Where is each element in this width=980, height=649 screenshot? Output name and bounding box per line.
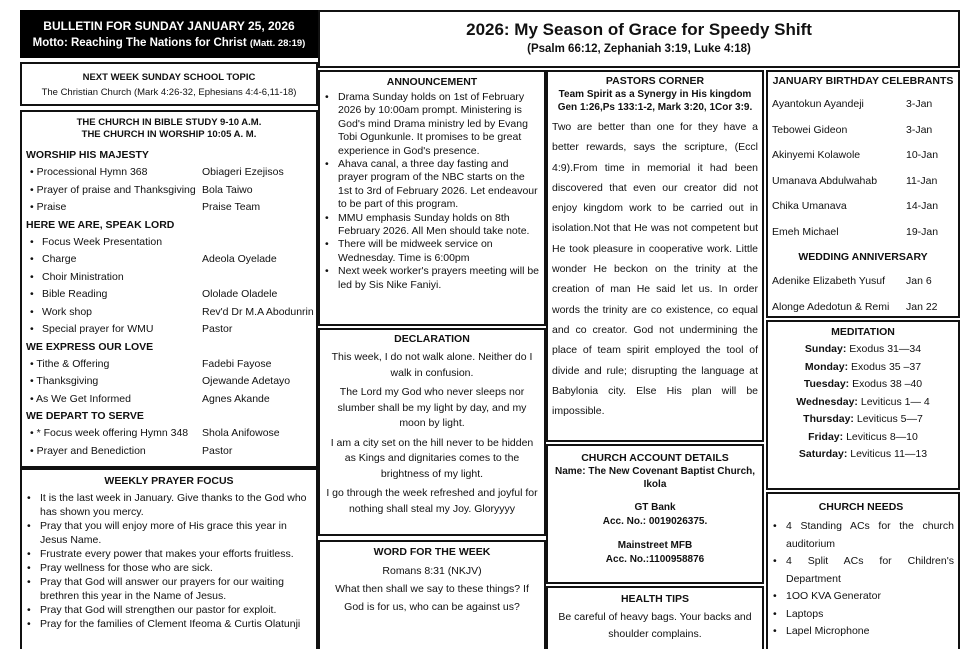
- church-needs-box: [766, 492, 960, 649]
- church-need-item: • 4 Split ACs for Children's Department: [768, 553, 954, 588]
- bullet-icon: •: [30, 392, 37, 405]
- service-item-label: As We Get Informed: [36, 392, 131, 405]
- theme-scripture: (Psalm 66:12, Zephaniah 3:19, Luke 4:18): [527, 43, 751, 55]
- service-item-person: Ololade Oladele: [202, 288, 278, 300]
- health-tips-heading: HEALTH TIPS: [620, 593, 690, 605]
- announcement-item: • Next week worker's prayers meeting will be led by Sis Nike Faniyi.: [320, 265, 540, 292]
- birthday-item: [772, 169, 954, 195]
- meditation-reading: Exodus 31—34: [849, 343, 922, 355]
- sunday-school-topic: The Christian Church (Mark 4:26-32, Ephesians 4:4-6,11-18): [41, 87, 297, 98]
- bulletin-header: [20, 10, 318, 58]
- declaration-text: [325, 350, 539, 517]
- service-item-person: Obiageri Ezejisos: [202, 166, 284, 178]
- meditation-item: [768, 376, 958, 394]
- announcement-item: • Ahava canal, a three day fasting and prayer program of the NBC starts on the 1st to 3rd of February 2026. Let endeavour to be part of this program.: [320, 158, 540, 212]
- service-item-label: * Focus week offering Hymn 348: [36, 427, 189, 439]
- birthday-item-date: 19-Jan: [906, 225, 939, 238]
- service-item: [22, 443, 316, 461]
- service-item-name: [22, 425, 202, 443]
- church-need-item: • Laptops: [768, 606, 954, 624]
- bullet-icon: •: [30, 444, 37, 457]
- meditation-day: Friday:: [808, 430, 844, 443]
- church-need-item: • Lapel Microphone: [768, 623, 954, 641]
- meditation-item: [768, 429, 958, 447]
- meditation-day: Saturday:: [798, 448, 848, 460]
- order-of-service: [20, 110, 318, 468]
- prayer-item: • Pray that you will enjoy more of His grace this year in Jesus Name.: [22, 519, 312, 547]
- word-week-heading: WORD FOR THE WEEK: [373, 546, 491, 558]
- church-need-item: • 1OO KVA Generator: [768, 588, 954, 606]
- bullet-icon: •: [30, 323, 34, 335]
- birthday-item: [772, 194, 954, 220]
- meditation-day: Sunday:: [804, 343, 847, 355]
- birthday-item-date: 3-Jan: [906, 98, 933, 110]
- prayer-list: [22, 491, 316, 631]
- declaration-box: [318, 328, 546, 536]
- weekly-prayer-heading: WEEKLY PRAYER FOCUS: [104, 475, 234, 487]
- service-item-label: Bible Reading: [42, 288, 108, 300]
- health-tips-text: Be careful of heavy bags. Your backs and shoulder complains.: [558, 611, 752, 640]
- account-name: Name: The New Covenant Baptist Church, Ikola: [554, 466, 756, 490]
- birthday-item: [772, 92, 954, 118]
- pastors-corner-body: Two are better than one for they have a better rewards, says the scripture, (Eccl 4:9).From time in memorial it had been discovered that even our creator did not enjoy kingdom work to be carried out in isolation.Not that He was not competent but He took pleasure in cooperative work. Little wonder He beckon on the trinity at the creation of man He said let us. In order words the trinity are co existence, co equal and co creator. God not undermining the place of team spirit employed the tool of divide and rule; disrupting the language at Babylonia city. Else His plan will be impossible.: [552, 121, 758, 418]
- bible-study-time: THE CHURCH IN BIBLE STUDY 9-10 A.M.: [76, 117, 262, 128]
- meditation-item: [768, 446, 958, 464]
- birthday-heading: JANUARY BIRTHDAY CELEBRANTS: [772, 75, 954, 87]
- meditation-day: Monday:: [804, 360, 849, 373]
- meditation-heading: MEDITATION: [831, 326, 895, 338]
- declaration-paragraph: I go through the week refreshed and joyful for nothing shall steal my Joy. Gloryyyy: [326, 487, 538, 515]
- meditation-item: [768, 341, 958, 359]
- service-sections: [22, 147, 316, 460]
- service-item-label: Charge: [42, 253, 77, 265]
- bullet-icon: •: [30, 166, 37, 178]
- bullet-icon: •: [30, 270, 34, 283]
- birthday-item-name: Akinyemi Kolawole: [772, 149, 861, 161]
- service-item-name: [22, 182, 202, 200]
- announcement-item: • There will be midweek service on Wednesday. Time is 6:00pm: [320, 238, 540, 265]
- meditation-item: [768, 411, 958, 429]
- birthday-item-date: 11-Jan: [906, 174, 938, 187]
- service-item-label: Praise: [36, 201, 67, 213]
- service-item-name: [22, 443, 202, 461]
- meditation-reading: Exodus 38 –40: [852, 378, 923, 390]
- meditation-day: Tuesday:: [803, 378, 850, 390]
- bullet-icon: •: [30, 235, 34, 248]
- announcement-heading: ANNOUNCEMENT: [386, 76, 478, 88]
- anniversary-item: [772, 294, 954, 318]
- account-bank-1: GT Bank: [634, 502, 676, 513]
- pastors-corner-refs: Gen 1:26,Ps 133:1-2, Mark 3:20, 1Cor 3:9.: [557, 102, 753, 113]
- birthday-item: [772, 220, 954, 246]
- service-item-person: Shola Anifowose: [202, 427, 280, 439]
- prayer-item: • Pray that God will answer our prayers for our waiting brethren this year in the Name of Jesus.: [22, 575, 312, 603]
- service-item: [22, 321, 316, 339]
- word-week-reference: Romans 8:31 (NKJV): [382, 565, 482, 577]
- service-item: [22, 373, 316, 391]
- meditation-reading: Leviticus 1— 4: [860, 395, 930, 408]
- service-section-title: WORSHIP HIS MAJESTY: [26, 149, 149, 161]
- service-item-name: [22, 251, 202, 269]
- anniversary-item-date: Jan 22: [906, 301, 938, 313]
- anniversary-item-date: Jan 6: [906, 275, 932, 287]
- birthday-list: [772, 92, 954, 245]
- service-item-person: Rev'd Dr M.A Abodunrin: [202, 305, 314, 318]
- meditation-day: Thursday:: [803, 413, 854, 425]
- anniversary-item-name: Adenike Elizabeth Yusuf: [772, 275, 886, 287]
- service-item: [22, 251, 316, 269]
- service-item-label: Choir Ministration: [42, 270, 124, 283]
- bullet-icon: •: [30, 288, 34, 300]
- account-number-1: Acc. No.: 0019026375.: [602, 516, 708, 527]
- service-item: [22, 425, 316, 443]
- service-item-person: Fadebi Fayose: [202, 357, 272, 370]
- theme-title: 2026: My Season of Grace for Speedy Shift: [466, 20, 812, 39]
- service-item-name: [22, 391, 202, 409]
- meditation-day: Wednesday:: [796, 395, 858, 408]
- anniversary-item: [772, 268, 954, 294]
- anniversary-heading: WEDDING ANNIVERSARY: [798, 251, 928, 263]
- pastors-corner-heading: PASTORS CORNER: [605, 75, 705, 87]
- health-tips-box: [546, 586, 764, 649]
- service-item-label: Focus Week Presentation: [42, 235, 163, 248]
- account-box: [546, 444, 764, 584]
- service-item-label: Tithe & Offering: [36, 357, 110, 370]
- word-week-box: [318, 540, 546, 649]
- service-item-name: [22, 286, 202, 304]
- anniversary-list: [772, 268, 954, 318]
- meditation-reading: Leviticus 8—10: [846, 430, 918, 443]
- word-week-text: What then shall we say to these things? If God is for us, who can be against us?: [335, 583, 529, 613]
- service-item-label: Work shop: [42, 305, 92, 318]
- service-item: [22, 199, 316, 217]
- sunday-school-box: [20, 62, 318, 106]
- meditation-reading: Leviticus 5—7: [856, 413, 923, 425]
- meditation-list: [768, 341, 958, 464]
- service-section-title: WE EXPRESS OUR LOVE: [26, 340, 154, 353]
- sunday-school-heading: NEXT WEEK SUNDAY SCHOOL TOPIC: [82, 72, 256, 83]
- prayer-item: • Frustrate every power that makes your efforts fruitless.: [22, 547, 312, 561]
- church-needs-list: [768, 518, 954, 641]
- service-item-name: [22, 304, 202, 322]
- service-item-label: Processional Hymn 368: [36, 166, 148, 178]
- service-section-title: WE DEPART TO SERVE: [26, 410, 144, 422]
- birthday-item-name: Tebowei Gideon: [772, 123, 848, 136]
- service-item-label: Thanksgiving: [36, 375, 99, 387]
- birthday-item-name: Umanava Abdulwahab: [772, 174, 878, 187]
- birthday-item-name: Chika Umanava: [772, 200, 847, 212]
- bullet-icon: •: [30, 375, 37, 387]
- theme-box: [318, 10, 960, 68]
- service-item: [22, 391, 316, 409]
- service-item-person: Praise Team: [202, 201, 261, 213]
- prayer-item: • Pray that God will strengthen our pastor for exploit.: [22, 603, 312, 617]
- account-number-2: Acc. No.:1100958876: [605, 554, 705, 565]
- announcement-box: [318, 70, 546, 326]
- account-heading: CHURCH ACCOUNT DETAILS: [581, 452, 729, 464]
- service-item-person: Pastor: [202, 323, 233, 335]
- announcement-item: • MMU emphasis Sunday holds on 8th February 2026. All Men should take note.: [320, 212, 540, 239]
- service-item-person: Adeola Oyelade: [202, 253, 277, 265]
- service-item: [22, 286, 316, 304]
- bullet-icon: •: [30, 427, 37, 439]
- service-item-person: Agnes Akande: [202, 392, 270, 405]
- bullet-icon: •: [30, 305, 34, 318]
- service-item-person: Pastor: [202, 444, 233, 457]
- weekly-prayer-box: [20, 468, 318, 649]
- service-item-name: [22, 356, 202, 374]
- service-item: [22, 269, 316, 287]
- prayer-item: • It is the last week in January. Give thanks to the God who has shown you mercy.: [22, 491, 312, 519]
- bullet-icon: •: [30, 183, 37, 196]
- birthday-item-date: 10-Jan: [906, 149, 939, 161]
- bullet-icon: •: [30, 201, 37, 213]
- birthday-item-name: Ayantokun Ayandeji: [772, 98, 864, 110]
- meditation-box: [766, 320, 960, 490]
- service-item-person: Ojewande Adetayo: [202, 375, 291, 387]
- announcement-item: • Drama Sunday holds on 1st of February 2026 by 10:00am prompt. Ministering is God's mind Drama ministry led by Evang Tobi Ogunkunle. It promises to be great experience in God's presence.: [320, 91, 540, 158]
- church-need-item: • 4 Standing ACs for the church auditorium: [768, 518, 954, 553]
- meditation-reading: Exodus 35 –37: [851, 360, 922, 373]
- service-item-name: [22, 269, 202, 287]
- declaration-paragraph: I am a city set on the hill never to be hidden as Kings and dignitaries comes to the brightness of my light.: [330, 436, 534, 480]
- worship-time: THE CHURCH IN WORSHIP 10:05 A. M.: [81, 129, 257, 140]
- bullet-icon: •: [30, 253, 34, 265]
- pastors-corner-box: [546, 70, 764, 442]
- anniversary-item-name: Alonge Adedotun & Remi: [772, 301, 890, 313]
- service-item: [22, 164, 316, 182]
- birthday-item-date: 3-Jan: [906, 123, 933, 136]
- service-item-name: [22, 373, 202, 391]
- declaration-heading: DECLARATION: [394, 333, 470, 345]
- church-needs-heading: CHURCH NEEDS: [818, 501, 904, 513]
- birthday-item-name: Emeh Michael: [772, 225, 839, 238]
- service-item-person: Bola Taiwo: [202, 183, 253, 196]
- service-item-label: Prayer of praise and Thanksgiving: [36, 183, 196, 196]
- service-item-label: Special prayer for WMU: [42, 323, 154, 335]
- birthday-item: [772, 118, 954, 144]
- meditation-item: [768, 394, 958, 412]
- declaration-paragraph: This week, I do not walk alone. Neither do I walk in confusion.: [331, 351, 533, 379]
- announcement-list: [320, 91, 544, 292]
- meditation-item: [768, 359, 958, 377]
- prayer-item: • Pray wellness for those who are sick.: [22, 561, 312, 575]
- service-section-title: HERE WE ARE, SPEAK LORD: [26, 218, 175, 231]
- birthday-item-date: 14-Jan: [906, 200, 939, 212]
- prayer-item: • Pray for the families of Clement Ifeoma & Curtis Olatunji: [22, 617, 312, 631]
- service-item: [22, 356, 316, 374]
- service-item: [22, 304, 316, 322]
- meditation-reading: Leviticus 11—13: [850, 448, 928, 460]
- service-item-name: [22, 234, 202, 252]
- service-item-label: Prayer and Benediction: [36, 444, 146, 457]
- service-item: [22, 182, 316, 200]
- bulletin-title: BULLETIN FOR SUNDAY JANUARY 25, 2026: [43, 19, 295, 33]
- pastors-corner-subtitle: Team Spirit as a Synergy in His kingdom: [558, 89, 752, 100]
- service-item-name: [22, 199, 202, 217]
- service-item: [22, 234, 316, 252]
- bulletin-motto: Motto: Reaching The Nations for Christ (Matt. 28:19): [32, 37, 306, 49]
- bullet-icon: •: [30, 357, 37, 370]
- account-bank-2: Mainstreet MFB: [617, 540, 693, 551]
- birthday-item: [772, 143, 954, 169]
- service-item-name: [22, 321, 202, 339]
- service-item-name: [22, 164, 202, 182]
- declaration-paragraph: The Lord my God who never sleeps nor slumber shall be my light by day, and my moon by light.: [337, 386, 527, 429]
- birthday-box: [766, 70, 960, 318]
